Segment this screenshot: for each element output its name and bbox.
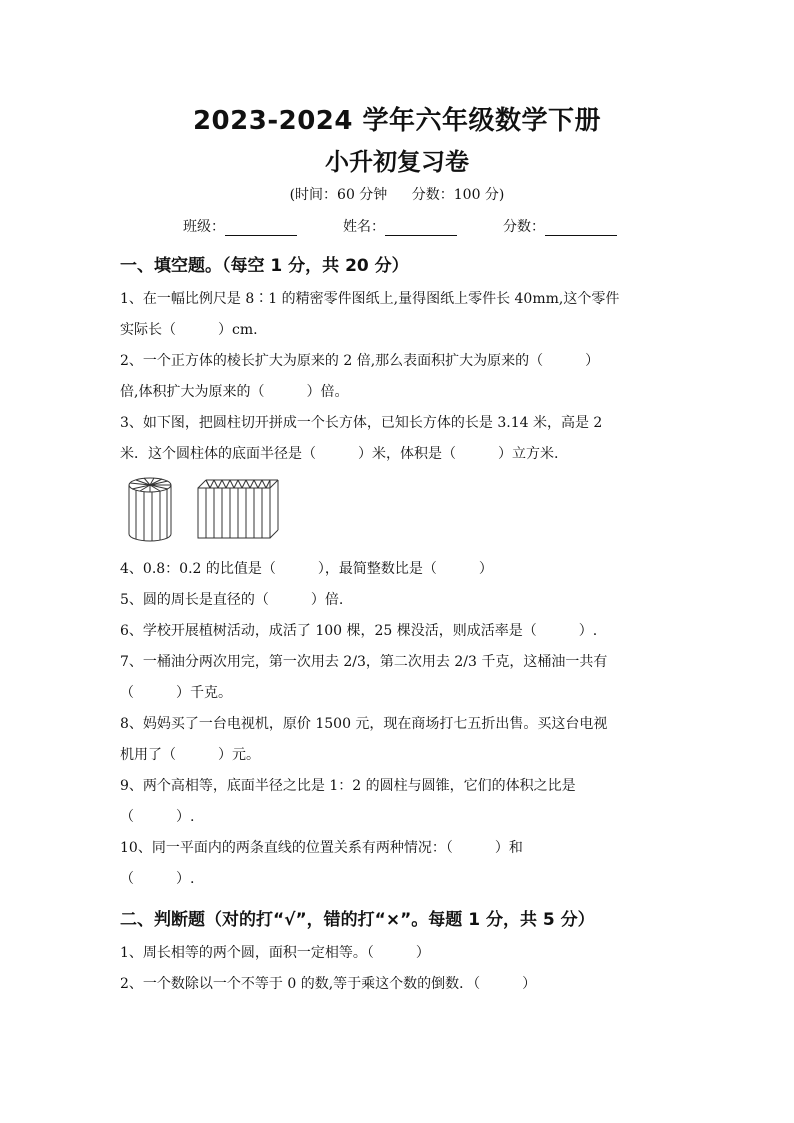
question-line: 1、周长相等的两个圆，面积一定相等。（ ） [120, 945, 430, 961]
question-line: 6、学校开展植树活动，成活了 100 棵，25 棵没活，则成活率是（ ）. [120, 623, 598, 639]
question-line: （ ）千克。 [120, 685, 232, 701]
question-1 [120, 284, 680, 346]
question-line: 米．这个圆柱体的底面半径是（ ）米，体积是（ ）立方米. [120, 446, 559, 462]
question-line: 4、0.8：0.2 的比值是（ ），最简整数比是（ ） [120, 561, 493, 577]
exam-subtitle: 小升初复习卷 [325, 148, 469, 176]
score-field [503, 216, 617, 236]
question-2 [120, 346, 680, 408]
class-blank[interactable] [225, 221, 297, 236]
score-blank[interactable] [545, 221, 617, 236]
class-field [183, 216, 297, 236]
judge-question-2 [120, 969, 680, 1000]
judge-question-1 [120, 938, 680, 969]
question-line: （ ）. [120, 871, 195, 887]
section-2-title: 二、判断题（对的打“√”，错的打“×”。每题 1 分，共 5 分） [120, 910, 595, 930]
cuboid-shape [198, 480, 278, 538]
question-10 [120, 833, 680, 895]
question-line: （ ）. [120, 809, 195, 825]
exam-meta [0, 184, 794, 204]
question-line: 5、圆的周长是直径的（ ）倍. [120, 592, 344, 608]
section-1-title: 一、填空题。（每空 1 分，共 20 分） [120, 256, 409, 276]
question-line: 2、一个正方体的棱长扩大为原来的 2 倍,那么表面积扩大为原来的（ ） [120, 353, 600, 369]
name-field [343, 216, 457, 236]
question-line: 7、一桶油分两次用完，第一次用去 2/3，第二次用去 2/3 千克，这桶油一共有 [120, 654, 608, 670]
class-label: 班级： [183, 219, 225, 235]
question-6 [120, 616, 680, 647]
question-line: 机用了（ ）元。 [120, 747, 260, 763]
question-line: 倍,体积扩大为原来的（ ）倍。 [120, 384, 349, 400]
question-4 [120, 554, 680, 585]
exam-title: 2023-2024 学年六年级数学下册 [192, 106, 602, 136]
name-label: 姓名： [343, 219, 385, 235]
cylinder-shape [129, 478, 171, 541]
time-info: (时间：60 分钟 [289, 187, 388, 203]
question-line: 1、在一幅比例尺是 8∶1 的精密零件图纸上,量得图纸上零件长 40mm,这个零件 [120, 291, 620, 307]
question-line: 3、如下图，把圆柱切开拼成一个长方体，已知长方体的长是 3.14 米，高是 2 [120, 415, 603, 431]
question-8 [120, 709, 680, 771]
name-blank[interactable] [385, 221, 457, 236]
question-line: 8、妈妈买了一台电视机，原价 1500 元，现在商场打七五折出售。买这台电视 [120, 716, 608, 732]
score-label: 分数： [503, 219, 545, 235]
question-line: 实际长（ ）cm. [120, 322, 258, 338]
question-line: 2、一个数除以一个不等于 0 的数,等于乘这个数的倒数．（ ） [120, 976, 537, 992]
student-info-row [183, 216, 617, 236]
question-5 [120, 585, 680, 616]
score-info: 分数：100 分) [411, 187, 505, 203]
question-3 [120, 408, 680, 470]
question-line: 9、两个高相等，底面半径之比是 1：2 的圆柱与圆锥，它们的体积之比是 [120, 778, 576, 794]
question-7 [120, 647, 680, 709]
figure-svg [120, 476, 320, 546]
cylinder-to-cuboid-figure [120, 476, 320, 550]
question-9 [120, 771, 680, 833]
question-line: 10、同一平面内的两条直线的位置关系有两种情况：（ ）和 [120, 840, 523, 856]
